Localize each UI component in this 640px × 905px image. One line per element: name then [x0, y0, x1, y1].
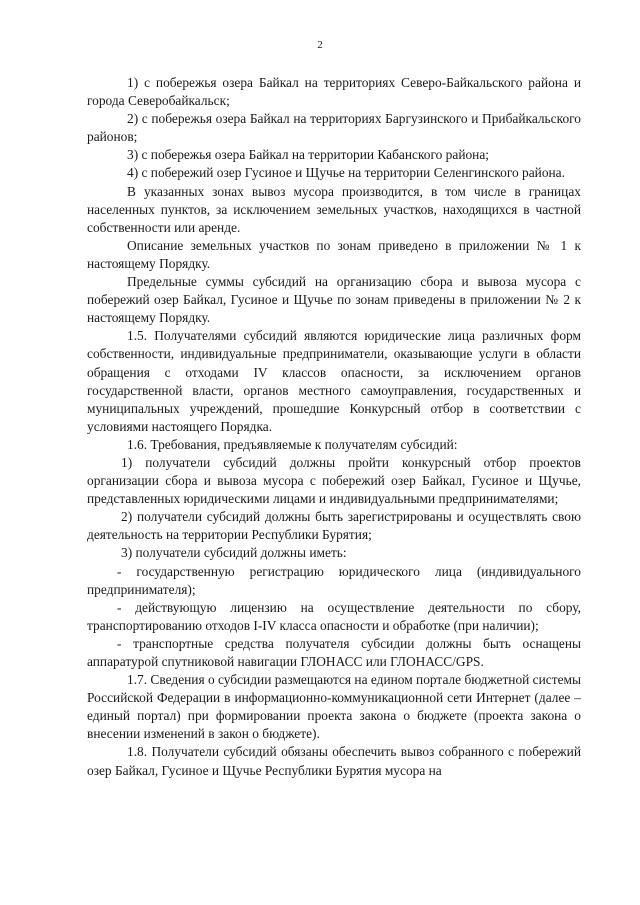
paragraph-subsidy-limits: Предельные суммы субсидий на организацию сбора и вывоза мусора с побережий озер Байкал, Гусиное и Щучье по зонам приведены в приложении № 2 к настоящему Порядку. [87, 274, 581, 326]
paragraph-section-1-8: 1.8. Получатели субсидий обязаны обеспечить вывоз собранного с побережий озер Байкал, Гусиное и Щучье Республики Бурятия мусора на [87, 744, 581, 778]
paragraph-section-1-5: 1.5. Получателями субсидий являются юридические лица различных форм собственности, индивидуальные предприниматели, оказывающие услуги в области обращения с отходами IV классов опасности, за исключением органов государственной власти, органов местного самоуправления, государственных и муниципальных учреждений, прошедшие Конкурсный отбор в соответствии с условиями настоящего Порядка. [87, 328, 581, 434]
paragraph-section-1-7: 1.7. Сведения о субсидии размещаются на едином портале бюджетной системы Российской Федерации в информационно-коммуникационной сети Интернет (далее – единый портал) при формировании проекта закона о бюджете (проекта закона о внесении изменений в закон о бюджете). [87, 672, 581, 742]
paragraph-list-item-2: 2) с побережья озера Байкал на территориях Баргузинского и Прибайкальского районов; [87, 111, 581, 145]
paragraph-land-description: Описание земельных участков по зонам приведено в приложении № 1 к настоящему Порядку. [87, 237, 581, 271]
document-body [87, 74, 581, 780]
paragraph-list-item-1: 1) с побережья озера Байкал на территориях Северо-Байкальского района и города Северобайкальск; [87, 75, 581, 109]
paragraph-zones-note: В указанных зонах вывоз мусора производится, в том числе в границах населенных пунктов, за исключением земельных участков, находящихся в частной собственности или аренде. [87, 183, 581, 235]
paragraph-requirement-2: 2) получатели субсидий должны быть зарегистрированы и осуществлять свою деятельность на территории Республики Бурятия; [87, 509, 581, 543]
page-number: 2 [317, 39, 323, 51]
paragraph-dash-registration: - государственную регистрацию юридического лица (индивидуального предпринимателя); [87, 563, 581, 597]
paragraph-requirement-3: 3) получатели субсидий должны иметь: [121, 545, 347, 561]
paragraph-dash-license: - действующую лицензию на осуществление деятельности по сбору, транспортированию отходов I-IV класса опасности и обработке (при наличии); [87, 599, 581, 633]
paragraph-requirement-1: 1) получатели субсидий должны пройти конкурсный отбор проектов организации сбора и вывоза мусора с побережий озер Байкал, Гусиное и Щучье, представленных юридическими лицами и индивидуальными предпринимателями; [87, 454, 581, 507]
paragraph-section-1-6: 1.6. Требования, предъявляемые к получателям субсидий: [127, 436, 458, 452]
paragraph-list-item-4: 4) с побережий озер Гусиное и Щучье на территории Селенгинского района. [127, 165, 565, 181]
paragraph-dash-transport: - транспортные средства получателя субсидии должны быть оснащены аппаратурой спутниковой навигации ГЛОНАСС или ГЛОНАСС/GPS. [87, 635, 581, 669]
paragraph-list-item-3: 3) с побережья озера Байкал на территории Кабанского района; [127, 147, 490, 163]
